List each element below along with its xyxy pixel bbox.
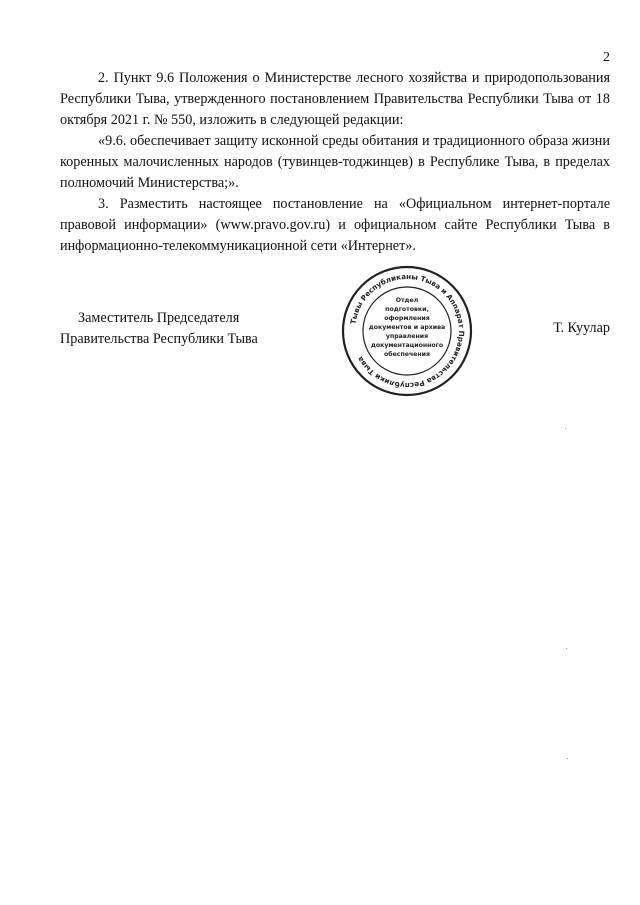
stamp-center-text <box>369 297 445 358</box>
svg-text:документационного: документационного <box>370 342 444 349</box>
stamp-outer-ring <box>343 267 471 395</box>
official-stamp <box>340 264 474 398</box>
paragraph-quoted-9-6: «9.6. обеспечивает защиту исконной среды обитания и традиционного образа жизни коренных малочисленных народов (тувинцев-тоджинцев) в Республике Тыва, в пределах полномочий Министерства;». <box>60 133 610 191</box>
stamp-ring-text: Тывы Республиканы Тыва и Аппарат Правительства Республики Тыва <box>348 271 467 391</box>
svg-text:Отдел: Отдел <box>395 297 419 304</box>
scan-speck <box>565 428 566 429</box>
page-number: 2 <box>603 50 610 65</box>
svg-text:обеспечения: обеспечения <box>384 351 430 358</box>
svg-text:управления: управления <box>385 333 429 340</box>
scan-speck <box>567 758 568 759</box>
paragraph-item-3: 3. Разместить настоящее постановление на «Официальном интернет-портале правовой информации» (www.pravo.gov.ru) и официальном сайте Республики Тыва в информационно-телекоммуникационной сети «Интернет». <box>60 196 610 254</box>
scan-speck <box>566 648 567 649</box>
document-body <box>60 68 610 257</box>
signatory-position-line1: Заместитель Председателя <box>78 310 240 326</box>
svg-text:оформления: оформления <box>384 315 430 322</box>
svg-text:документов и архива: документов и архива <box>368 324 446 331</box>
svg-text:подготовки,: подготовки, <box>385 306 429 313</box>
paragraph-item-2: 2. Пункт 9.6 Положения о Министерстве лесного хозяйства и природопользования Республики Тыва, утвержденного постановлением Правительства Республики Тыва от 18 октября 2021 г. № 550, изложить в следующей редакции: <box>60 70 610 128</box>
signatory-position-line2: Правительства Республики Тыва <box>60 331 258 347</box>
signatory-position <box>60 308 258 350</box>
signatory-name: Т. Куулар <box>553 320 610 336</box>
